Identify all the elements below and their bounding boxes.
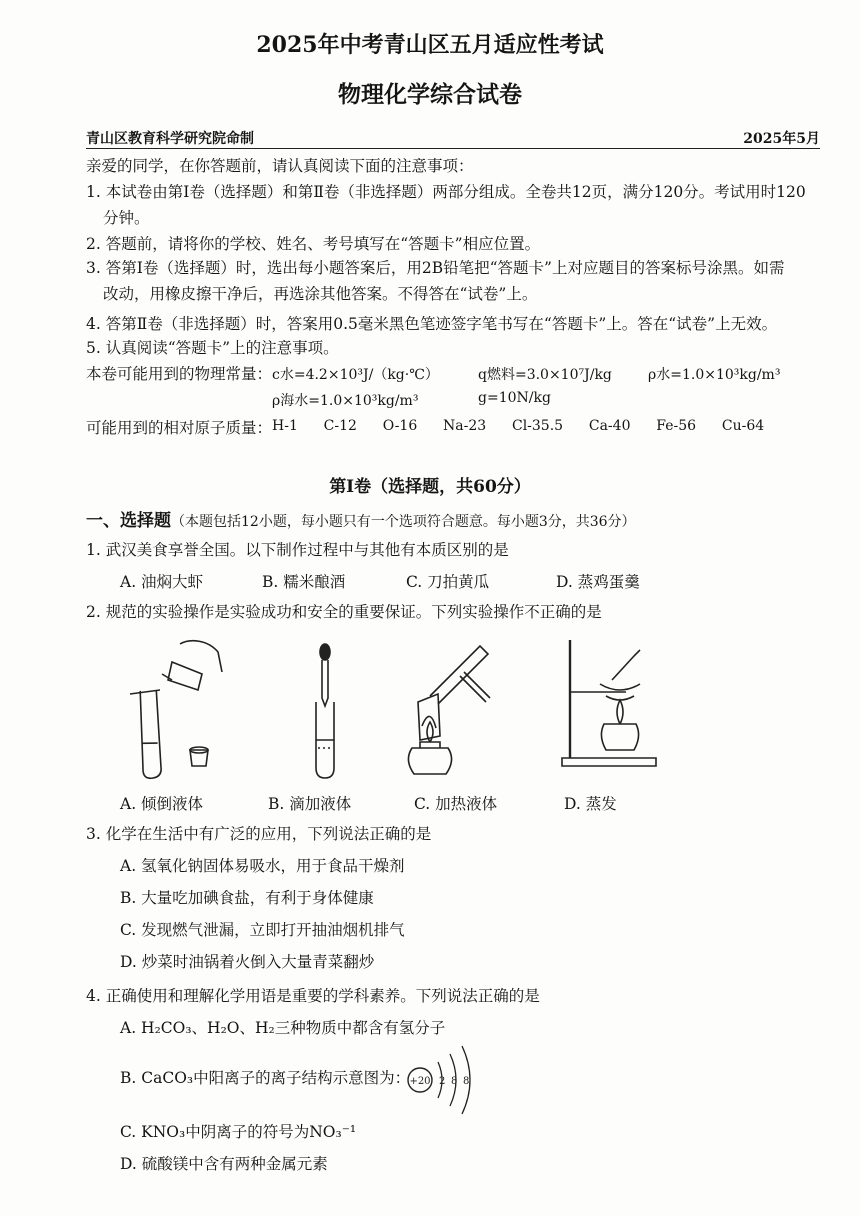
q2-stem: 2. 规范的实验操作是实验成功和安全的重要保证。下列实验操作不正确的是: [86, 603, 602, 621]
notice-item-2: 2. 答题前，请将你的学校、姓名、考号填写在“答题卡”相应位置。: [86, 235, 541, 253]
q4-option-c: C. KNO₃中阴离子的符号为NO₃⁻¹: [120, 1123, 357, 1141]
issuer: 青山区教育科学研究院命制: [86, 131, 254, 147]
paper-subtitle: 物理化学综合试卷: [338, 81, 522, 108]
q2-option-a: A. 倾倒液体: [120, 795, 204, 813]
notice-item-4: 4. 答第Ⅱ卷（非选择题）时，答案用0.5毫米黑色笔迹签字笔书写在“答题卡”上。答在“试卷”上无效。: [86, 315, 778, 333]
exam-date: 2025年5月: [743, 131, 820, 147]
ion-shell-1: 2: [439, 1076, 446, 1087]
q2-option-d: D. 蒸发: [564, 795, 617, 813]
q1-option-a: A. 油焖大虾: [120, 573, 204, 591]
atomic-mass-values: H-1 C-12 O-16 Na-23 Cl-35.5 Ca-40 Fe-56 Cu-64: [272, 418, 765, 434]
q3-option-d: D. 炒菜时油锅着火倒入大量青菜翻炒: [120, 953, 375, 971]
constant-g: g=10N/kg: [478, 390, 551, 406]
q1-stem: 1. 武汉美食享誉全国。以下制作过程中与其他有本质区别的是: [86, 541, 509, 559]
notice-item-1: 1. 本试卷由第Ⅰ卷（选择题）和第Ⅱ卷（非选择题）两部分组成。全卷共12页，满分120分。考试用时120: [86, 183, 806, 201]
figure-heat-liquid: [390, 636, 500, 786]
notice-item-1-cont: 分钟。: [103, 209, 150, 227]
exam-title: 2025年中考青山区五月适应性考试: [256, 32, 604, 58]
q1-option-d: D. 蒸鸡蛋羹: [556, 573, 640, 591]
q4-stem: 4. 正确使用和理解化学用语是重要的学科素养。下列说法正确的是: [86, 987, 540, 1005]
q3-option-b: B. 大量吃加碘食盐，有利于身体健康: [120, 889, 374, 907]
constant-c-water: c水=4.2×10³J/（kg·℃）: [272, 367, 439, 383]
constant-rho-sea: ρ海水=1.0×10³kg/m³: [272, 393, 419, 409]
atomic-mass-label: 可能用到的相对原子质量：: [86, 419, 273, 437]
constant-rho-water: ρ水=1.0×10³kg/m³: [648, 367, 781, 383]
section-heading: 第Ⅰ卷（选择题，共60分）: [329, 477, 531, 497]
ion-shell-2: 8: [451, 1076, 458, 1087]
part-heading: [86, 506, 636, 531]
notice-intro: 亲爱的同学，在你答题前，请认真阅读下面的注意事项：: [86, 157, 474, 175]
q2-option-c: C. 加热液体: [414, 795, 498, 813]
figure-pour-liquid: [110, 632, 230, 782]
constant-q-fuel: q燃料=3.0×10⁷J/kg: [478, 367, 612, 383]
q4-option-b: B. CaCO₃中阳离子的离子结构示意图为：: [120, 1069, 411, 1087]
header-rule: [86, 148, 820, 149]
figure-dropper: [300, 640, 350, 780]
part-note: （本题包括12小题，每小题只有一个选项符合题意。每小题3分，共36分）: [171, 514, 636, 530]
part-title: 一、选择题: [86, 511, 171, 531]
ion-shell-3: 8: [463, 1076, 470, 1087]
q1-option-b: B. 糯米酿酒: [262, 573, 346, 591]
notice-item-3-cont: 改动，用橡皮擦干净后，再选涂其他答案。不得答在“试卷”上。: [103, 285, 538, 303]
notice-item-3: 3. 答第Ⅰ卷（选择题）时，选出每小题答案后，用2B铅笔把“答题卡”上对应题目的答案标号涂黑。如需: [86, 259, 785, 277]
ion-structure-diagram: [404, 1040, 494, 1120]
constants-label: 本卷可能用到的物理常量：: [86, 365, 273, 383]
q3-option-c: C. 发现燃气泄漏，立即打开抽油烟机排气: [120, 921, 405, 939]
q3-option-a: A. 氢氧化钠固体易吸水，用于食品干燥剂: [120, 857, 405, 875]
ion-nucleus-label: +20: [409, 1076, 431, 1087]
q3-stem: 3. 化学在生活中有广泛的应用，下列说法正确的是: [86, 825, 432, 843]
q4-option-d: D. 硫酸镁中含有两种金属元素: [120, 1155, 328, 1173]
q2-option-b: B. 滴加液体: [268, 795, 352, 813]
notice-item-5: 5. 认真阅读“答题卡”上的注意事项。: [86, 339, 339, 357]
q4-option-a: A. H₂CO₃、H₂O、H₂三种物质中都含有氢分子: [120, 1019, 446, 1037]
q1-option-c: C. 刀拍黄瓜: [406, 573, 490, 591]
figure-evaporation: [560, 636, 660, 770]
